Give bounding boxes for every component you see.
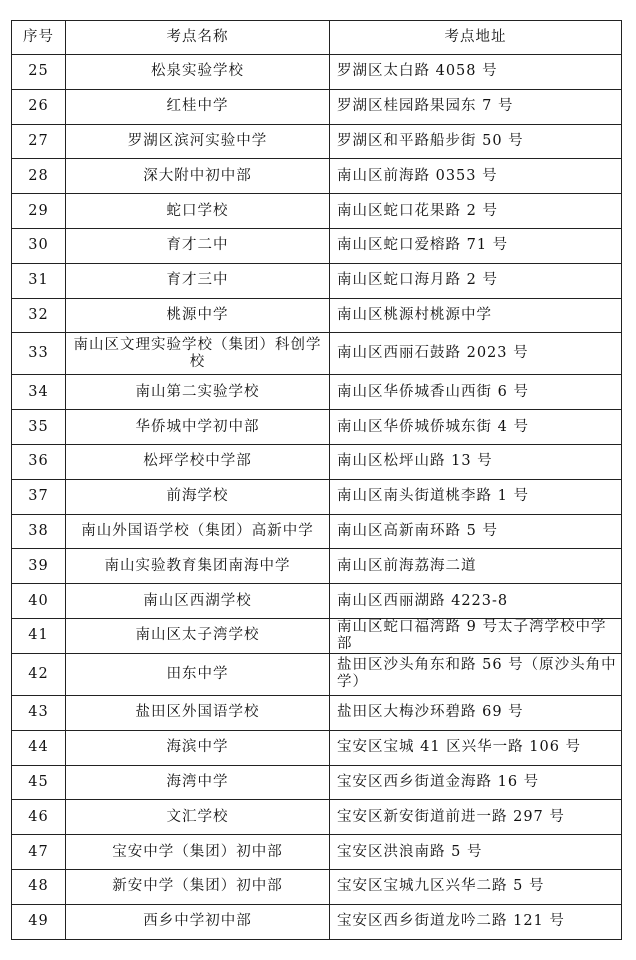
table-row: [12, 479, 622, 514]
row-name: 南山区文理实验学校（集团）科创学校: [66, 333, 330, 375]
row-name: 南山外国语学校（集团）高新中学: [66, 514, 330, 549]
row-name: 红桂中学: [66, 89, 330, 124]
row-address: 南山区松坪山路 13 号: [330, 444, 622, 479]
row-no: 37: [12, 479, 66, 514]
row-no: 25: [12, 55, 66, 90]
row-name: 西乡中学初中部: [66, 904, 330, 939]
table-row: [12, 514, 622, 549]
row-no: 47: [12, 835, 66, 870]
row-name: 深大附中初中部: [66, 159, 330, 194]
row-address: 盐田区大梅沙环碧路 69 号: [330, 695, 622, 730]
row-name: 宝安中学（集团）初中部: [66, 835, 330, 870]
table-row: [12, 375, 622, 410]
row-no: 48: [12, 869, 66, 904]
row-no: 42: [12, 653, 66, 695]
row-no: 44: [12, 730, 66, 765]
row-no: 43: [12, 695, 66, 730]
row-address: 盐田区沙头角东和路 56 号（原沙头角中学）: [330, 653, 622, 695]
table-row: [12, 410, 622, 445]
row-address: 罗湖区桂园路果园东 7 号: [330, 89, 622, 124]
row-address: 南山区西丽湖路 4223-8: [330, 584, 622, 619]
row-address: 南山区蛇口爱榕路 71 号: [330, 228, 622, 263]
row-no: 36: [12, 444, 66, 479]
table-row: [12, 584, 622, 619]
row-no: 45: [12, 765, 66, 800]
row-address: 罗湖区和平路船步街 50 号: [330, 124, 622, 159]
row-no: 49: [12, 904, 66, 939]
row-no: 29: [12, 194, 66, 229]
table-row: [12, 835, 622, 870]
row-no: 41: [12, 618, 66, 653]
row-name: 前海学校: [66, 479, 330, 514]
table-row: [12, 298, 622, 333]
table-row: [12, 444, 622, 479]
table-row: [12, 228, 622, 263]
table-row: [12, 800, 622, 835]
table-row: [12, 124, 622, 159]
row-name: 海湾中学: [66, 765, 330, 800]
row-address: 南山区华侨城香山西街 6 号: [330, 375, 622, 410]
table-row: [12, 695, 622, 730]
row-name: 松泉实验学校: [66, 55, 330, 90]
table-row: [12, 653, 622, 695]
row-address: 罗湖区太白路 4058 号: [330, 55, 622, 90]
row-address: 南山区桃源村桃源中学: [330, 298, 622, 333]
row-name: 罗湖区滨河实验中学: [66, 124, 330, 159]
header-no: 序号: [12, 21, 66, 55]
table-row: [12, 869, 622, 904]
row-no: 31: [12, 263, 66, 298]
table-row: [12, 159, 622, 194]
row-name: 文汇学校: [66, 800, 330, 835]
table-row: [12, 333, 622, 375]
row-name: 南山第二实验学校: [66, 375, 330, 410]
row-name: 南山实验教育集团南海中学: [66, 549, 330, 584]
table-row: [12, 730, 622, 765]
row-address: 宝安区西乡街道金海路 16 号: [330, 765, 622, 800]
row-name: 华侨城中学初中部: [66, 410, 330, 445]
header-name: 考点名称: [66, 21, 330, 55]
row-no: 28: [12, 159, 66, 194]
table-row: [12, 549, 622, 584]
row-address: 宝安区宝城九区兴华二路 5 号: [330, 869, 622, 904]
row-no: 30: [12, 228, 66, 263]
row-name: 育才三中: [66, 263, 330, 298]
row-address: 南山区前海路 0353 号: [330, 159, 622, 194]
row-address: 南山区南头街道桃李路 1 号: [330, 479, 622, 514]
header-address: 考点地址: [330, 21, 622, 55]
table-row: [12, 263, 622, 298]
row-no: 26: [12, 89, 66, 124]
row-name: 南山区太子湾学校: [66, 618, 330, 653]
table-row: [12, 904, 622, 939]
table-row: [12, 618, 622, 653]
row-no: 39: [12, 549, 66, 584]
row-address: 南山区高新南环路 5 号: [330, 514, 622, 549]
row-name: 桃源中学: [66, 298, 330, 333]
row-address: 南山区蛇口花果路 2 号: [330, 194, 622, 229]
row-no: 46: [12, 800, 66, 835]
row-name: 盐田区外国语学校: [66, 695, 330, 730]
row-address: 南山区蛇口福湾路 9 号太子湾学校中学部: [330, 618, 622, 653]
row-address: 南山区蛇口海月路 2 号: [330, 263, 622, 298]
table-body: [12, 55, 622, 940]
table-row: [12, 194, 622, 229]
row-name: 田东中学: [66, 653, 330, 695]
row-address: 南山区西丽石鼓路 2023 号: [330, 333, 622, 375]
row-no: 40: [12, 584, 66, 619]
row-no: 35: [12, 410, 66, 445]
row-no: 33: [12, 333, 66, 375]
exam-sites-table: [11, 20, 622, 940]
row-no: 34: [12, 375, 66, 410]
table-row: [12, 765, 622, 800]
row-address: 宝安区新安街道前进一路 297 号: [330, 800, 622, 835]
row-name: 蛇口学校: [66, 194, 330, 229]
row-no: 27: [12, 124, 66, 159]
row-address: 宝安区宝城 41 区兴华一路 106 号: [330, 730, 622, 765]
row-no: 38: [12, 514, 66, 549]
row-name: 新安中学（集团）初中部: [66, 869, 330, 904]
row-address: 宝安区西乡街道龙吟二路 121 号: [330, 904, 622, 939]
row-name: 育才二中: [66, 228, 330, 263]
row-name: 南山区西湖学校: [66, 584, 330, 619]
table-row: [12, 89, 622, 124]
row-name: 海滨中学: [66, 730, 330, 765]
row-address: 南山区华侨城侨城东街 4 号: [330, 410, 622, 445]
table-row: [12, 55, 622, 90]
row-name: 松坪学校中学部: [66, 444, 330, 479]
row-no: 32: [12, 298, 66, 333]
row-address: 南山区前海荔海二道: [330, 549, 622, 584]
table-header-row: [12, 21, 622, 55]
row-address: 宝安区洪浪南路 5 号: [330, 835, 622, 870]
